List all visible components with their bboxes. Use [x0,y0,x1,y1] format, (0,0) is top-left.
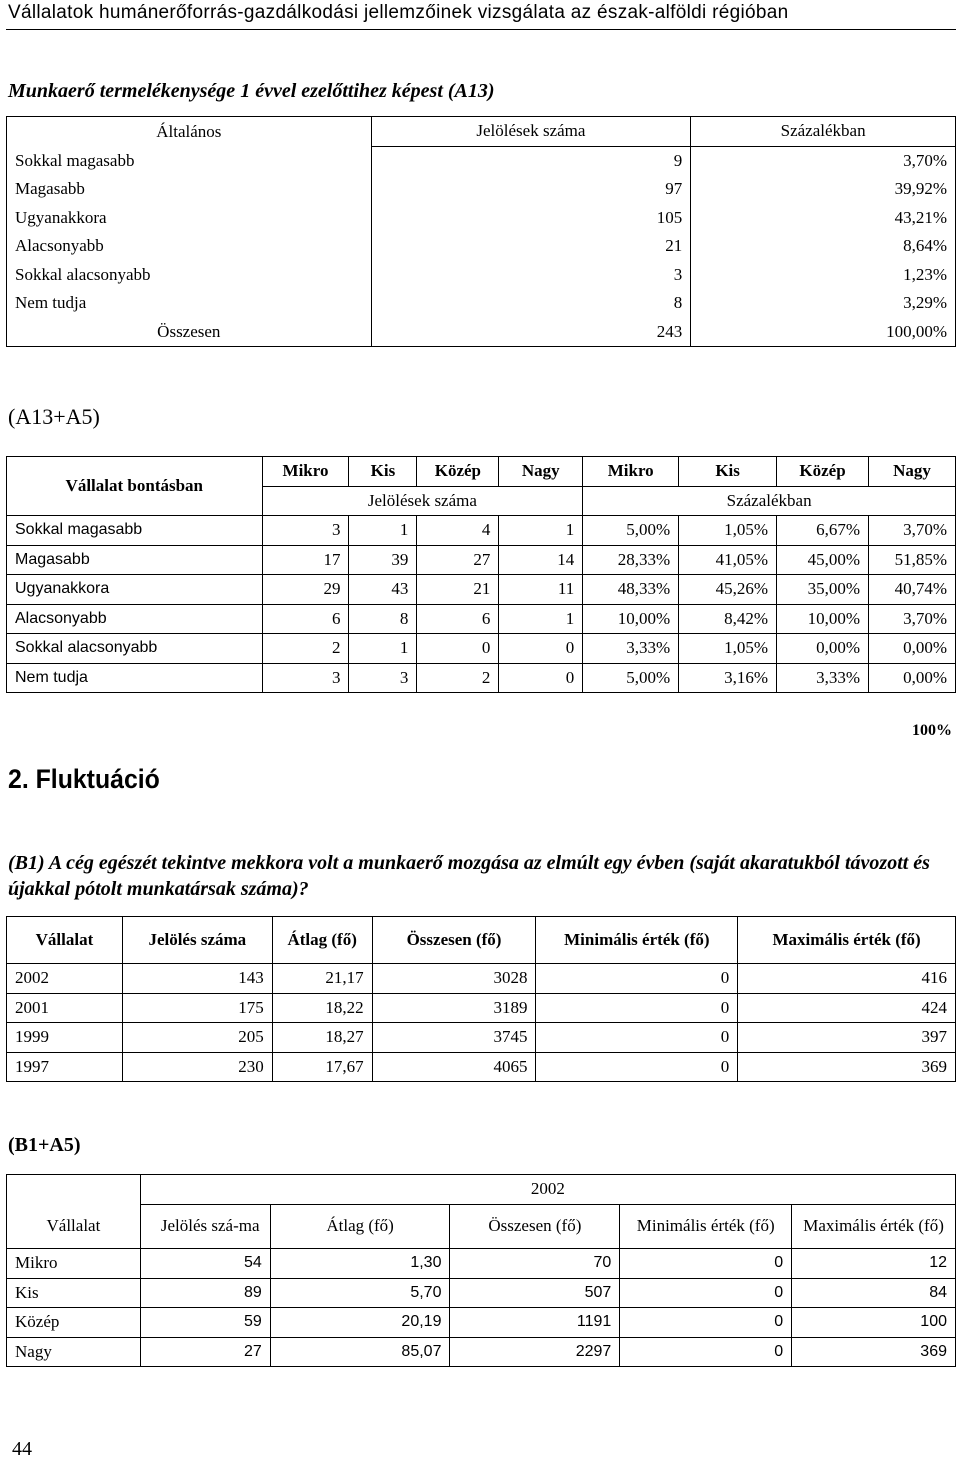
table-cell: 205 [122,1023,272,1053]
table-cell: 8,42% [679,604,777,634]
table-row [7,261,956,290]
table-cell: Magasabb [7,545,263,575]
year-header: 2002 [140,1175,955,1205]
total-row [7,318,956,347]
column-header: Minimális érték (fő) [620,1204,792,1249]
table-cell: Kis [7,1278,141,1308]
blank-cell [7,1175,141,1205]
table-row [7,175,956,204]
group-header: Jelölések száma [262,486,583,516]
table-cell: 14 [499,545,583,575]
table-cell: 10,00% [777,604,869,634]
column-header: Mikro [583,457,679,487]
table-cell: 0,00% [868,663,955,693]
table-cell: 1,23% [691,261,956,290]
section1-title: Munkaerő termelékenysége 1 évvel ezelőttihez képest (A13) [8,80,495,102]
table-cell: 2002 [7,964,123,994]
table-cell: 6 [417,604,499,634]
table-row [7,1023,956,1053]
table-row [7,1337,956,1367]
table-cell: Nem tudja [7,663,263,693]
table-cell: 39 [349,545,417,575]
table-cell: 27 [140,1337,270,1367]
table-row [7,146,956,175]
table-row [7,204,956,233]
table-row [7,1249,956,1279]
table-cell: 21 [417,575,499,605]
table-cell: 3,33% [777,663,869,693]
table-row [7,575,956,605]
table-cell: 12 [792,1249,956,1279]
section4-title: (B1+A5) [8,1134,81,1156]
table-cell: 10,00% [583,604,679,634]
table-cell: 243 [371,318,691,347]
table-cell: 45,26% [679,575,777,605]
table-cell: 5,00% [583,663,679,693]
table-cell: 1,30 [270,1249,450,1279]
table-header-row [7,1175,956,1205]
question-text: (B1) A cég egészét tekintve mekkora volt a munkaerő mozgása az elmúlt egy évben (saját akaratukból távozott és újakkal pótolt munkatársak száma)? [8,852,930,900]
table-cell: 41,05% [679,545,777,575]
table-cell: 3028 [372,964,536,994]
table-cell: 9 [371,146,691,175]
column-header: Maximális érték (fő) [738,917,956,964]
table-cell: 27 [417,545,499,575]
table-cell: Nem tudja [7,289,372,318]
table-cell: 100 [792,1308,956,1338]
table-cell: 369 [792,1337,956,1367]
table-cell: 0 [620,1249,792,1279]
column-header: Összesen (fő) [372,917,536,964]
table-cell: Közép [7,1308,141,1338]
table-cell: 20,19 [270,1308,450,1338]
column-header: Mikro [262,457,349,487]
table-cell: 21 [371,232,691,261]
table-cell: 507 [450,1278,620,1308]
table-cell: 1,05% [679,516,777,546]
table-cell: 43 [349,575,417,605]
table-cell: 40,74% [868,575,955,605]
column-header: Jelölések száma [371,117,691,147]
section-heading-fluktuacio: 2. Fluktuáció [8,764,160,794]
table-cell: Sokkal magasabb [7,146,372,175]
table-row [7,663,956,693]
table-cell: 28,33% [583,545,679,575]
table-cell: Ugyanakkora [7,204,372,233]
table-cell: 59 [140,1308,270,1338]
table-cell: 70 [450,1249,620,1279]
table-cell: 17 [262,545,349,575]
table-cell: 0,00% [868,634,955,664]
table-cell: Mikro [7,1249,141,1279]
table-cell: 21,17 [272,964,372,994]
column-header: Közép [777,457,869,487]
table-cell: 3,70% [868,516,955,546]
table-cell: 4 [417,516,499,546]
table-cell: 0 [536,993,738,1023]
table-row [7,604,956,634]
table-cell: 100,00% [691,318,956,347]
running-header: Vállalatok humánerőforrás-gazdálkodási jellemzőinek vizsgálata az észak-alföldi régióban [8,2,789,23]
table-cell: 175 [122,993,272,1023]
table-cell: 0 [536,1023,738,1053]
table-cell: 4065 [372,1052,536,1082]
table-row [7,545,956,575]
turnover-table [6,916,956,1082]
table-row [7,1052,956,1082]
column-header: Vállalat [7,917,123,964]
table-cell: 1 [349,516,417,546]
table-cell: 29 [262,575,349,605]
table-cell: 39,92% [691,175,956,204]
table-cell: Alacsonyabb [7,232,372,261]
header-rule [6,29,956,30]
table-cell: 11 [499,575,583,605]
column-header: Átlag (fő) [270,1204,450,1249]
table-cell: 2 [417,663,499,693]
table-cell: 45,00% [777,545,869,575]
table-cell: 5,00% [583,516,679,546]
table-cell: 6 [262,604,349,634]
corner-header: Vállalat bontásban [7,457,263,516]
table-cell: 3,29% [691,289,956,318]
table-cell: 0,00% [777,634,869,664]
table-cell: 3 [349,663,417,693]
table-cell: 5,70 [270,1278,450,1308]
table-row [7,289,956,318]
table-cell: Sokkal alacsonyabb [7,634,263,664]
column-header: Összesen (fő) [450,1204,620,1249]
productivity-table [6,116,956,347]
table-cell: 1999 [7,1023,123,1053]
table-cell: 6,67% [777,516,869,546]
table-cell: 3 [262,516,349,546]
column-header: Kis [679,457,777,487]
column-header: Nagy [499,457,583,487]
table-header-row [7,1204,956,1249]
table-cell: 8,64% [691,232,956,261]
table-cell: 43,21% [691,204,956,233]
table-cell: 0 [417,634,499,664]
table-cell: 3189 [372,993,536,1023]
table-cell: 18,22 [272,993,372,1023]
table-cell: 397 [738,1023,956,1053]
table-cell: 2001 [7,993,123,1023]
column-header: Általános [7,117,372,147]
table-row [7,993,956,1023]
table-cell: 89 [140,1278,270,1308]
table-row [7,634,956,664]
column-header: Minimális érték (fő) [536,917,738,964]
table-header-row [7,457,956,487]
table-cell: 0 [536,964,738,994]
table-cell: 35,00% [777,575,869,605]
table-cell: 51,85% [868,545,955,575]
column-header: Százalékban [691,117,956,147]
table-cell: 54 [140,1249,270,1279]
table-cell: 143 [122,964,272,994]
table-cell: 2297 [450,1337,620,1367]
table-cell: 3,70% [691,146,956,175]
table-cell: 3,70% [868,604,955,634]
column-header: Kis [349,457,417,487]
table-cell: 8 [371,289,691,318]
table-cell: 230 [122,1052,272,1082]
table-cell: 85,07 [270,1337,450,1367]
table-cell: 2 [262,634,349,664]
table-cell: 48,33% [583,575,679,605]
column-header: Közép [417,457,499,487]
column-header: Vállalat [7,1204,141,1249]
table-cell: 3 [371,261,691,290]
table-cell: 1 [499,604,583,634]
table-cell: 3 [262,663,349,693]
table-cell: Alacsonyabb [7,604,263,634]
turnover-by-size-table [6,1174,956,1367]
footnote-100: 100% [912,722,952,739]
group-header: Százalékban [583,486,956,516]
table-cell: 0 [620,1278,792,1308]
table-cell: 0 [499,634,583,664]
table-header-row [7,917,956,964]
section2-title: (A13+A5) [8,404,100,429]
table-cell: 1,05% [679,634,777,664]
table-header-row [7,117,956,147]
table-row [7,964,956,994]
table-cell: 84 [792,1278,956,1308]
table-cell: 0 [620,1308,792,1338]
table-cell: 17,67 [272,1052,372,1082]
table-cell: 1997 [7,1052,123,1082]
page-number: 44 [12,1438,32,1460]
column-header: Maximális érték (fő) [792,1204,956,1249]
table-cell: Sokkal magasabb [7,516,263,546]
table-cell: Sokkal alacsonyabb [7,261,372,290]
table-cell: 8 [349,604,417,634]
column-header: Átlag (fő) [272,917,372,964]
table-cell: 0 [536,1052,738,1082]
table-cell: 1 [499,516,583,546]
table-cell: 3,16% [679,663,777,693]
table-cell: 3,33% [583,634,679,664]
table-cell: 1 [349,634,417,664]
table-cell: 424 [738,993,956,1023]
table-row [7,232,956,261]
column-header: Jelölés szá-ma [140,1204,270,1249]
table-cell: Ugyanakkora [7,575,263,605]
table-row [7,516,956,546]
table-row [7,1308,956,1338]
table-cell: 105 [371,204,691,233]
column-header: Nagy [868,457,955,487]
table-row [7,1278,956,1308]
table-cell: 0 [620,1337,792,1367]
table-cell: 97 [371,175,691,204]
column-header: Jelölés száma [122,917,272,964]
table-cell: 369 [738,1052,956,1082]
table-cell: Összesen [7,318,372,347]
table-cell: Nagy [7,1337,141,1367]
table-cell: 416 [738,964,956,994]
table-cell: 1191 [450,1308,620,1338]
table-cell: Magasabb [7,175,372,204]
company-size-table [6,456,956,693]
table-cell: 18,27 [272,1023,372,1053]
table-cell: 3745 [372,1023,536,1053]
table-cell: 0 [499,663,583,693]
